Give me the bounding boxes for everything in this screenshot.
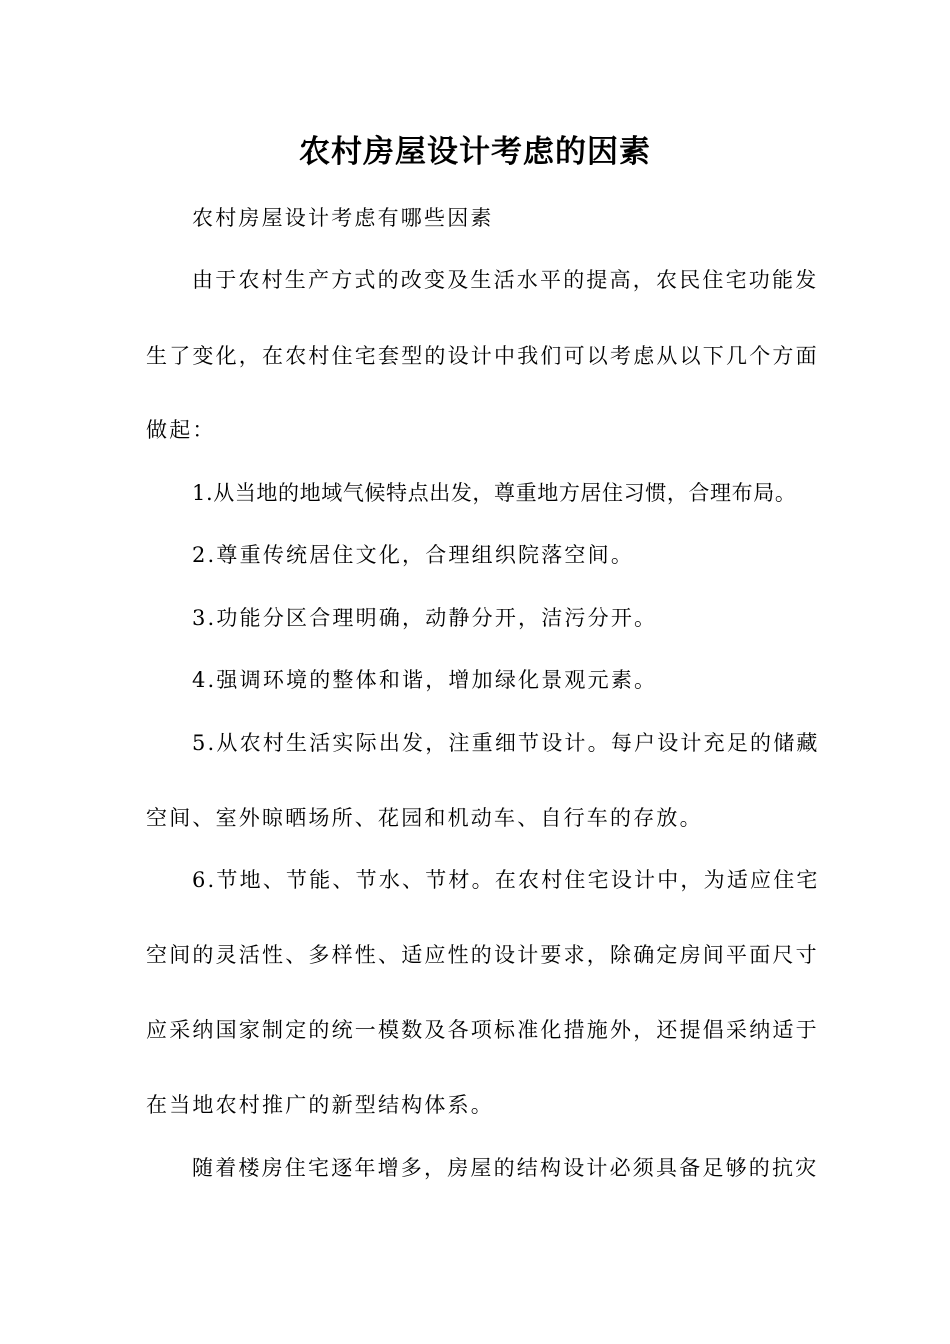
paragraph-line: 应采纳国家制定的统一模数及各项标准化措施外，还提倡采纳适于: [146, 1018, 819, 1042]
paragraph-line: 随着楼房住宅逐年增多，房屋的结构设计必须具备足够的抗灾: [192, 1156, 819, 1180]
list-item: 6.节地、节能、节水、节材。在农村住宅设计中，为适应住宅: [192, 868, 820, 892]
list-item: 4.强调环境的整体和谐，增加绿化景观元素。: [192, 668, 658, 692]
paragraph-line: 在当地农村推广的新型结构体系。: [146, 1093, 494, 1117]
paragraph-subtitle: 农村房屋设计考虑有哪些因素: [192, 206, 494, 230]
paragraph-line: 由于农村生产方式的改变及生活水平的提高，农民住宅功能发: [192, 268, 819, 292]
paragraph-line: 空间的灵活性、多样性、适应性的设计要求，除确定房间平面尺寸: [146, 943, 819, 967]
list-item: 3.功能分区合理明确，动静分开，洁污分开。: [192, 606, 658, 630]
paragraph-line: 空间、室外晾晒场所、花园和机动车、自行车的存放。: [146, 806, 703, 830]
paragraph-line: 做起：: [146, 418, 216, 442]
paragraph-line: 生了变化，在农村住宅套型的设计中我们可以考虑从以下几个方面: [146, 344, 819, 368]
list-item: 2.尊重传统居住文化，合理组织院落空间。: [192, 543, 635, 567]
list-item: 1.从当地的地域气候特点出发，尊重地方居住习惯，合理布局。: [192, 481, 797, 505]
document-title: 农村房屋设计考虑的因素: [299, 134, 651, 170]
list-item: 5.从农村生活实际出发，注重细节设计。每户设计充足的储藏: [192, 731, 820, 755]
